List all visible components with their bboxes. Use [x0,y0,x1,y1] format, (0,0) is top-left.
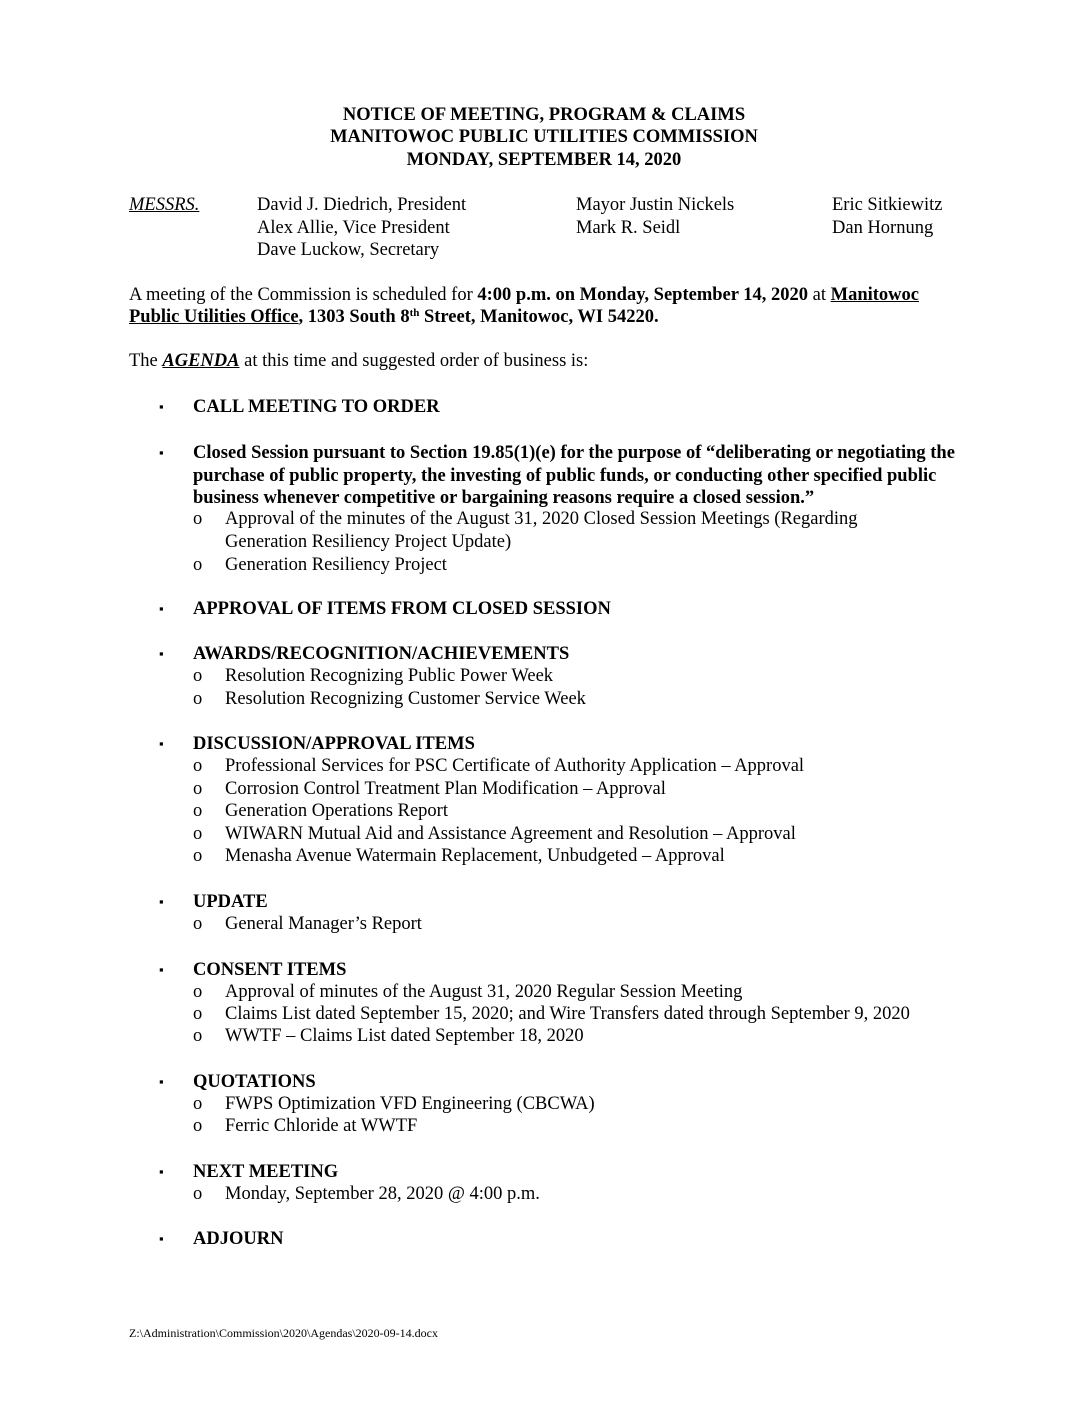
agenda-section-heading: Closed Session pursuant to Section 19.85(1)(e) for the purpose of “deliberating or negotiating the purchase of public property, the investing of public funds, or conducting other specified public business whenever competitive or bargaining reasons require a closed session.” [193,443,955,508]
agenda-item: Ferric Chloride at WWTF [225,1116,418,1136]
bullet-icon: ▪ [159,962,164,977]
agenda-item: Professional Services for PSC Certificate of Authority Application – Approval [225,756,805,776]
sub-bullet-icon: o [193,555,203,575]
agenda-word: AGENDA [162,351,240,371]
agenda-intro: The AGENDA at this time and suggested order of business is: [129,351,589,371]
agenda-item: Resolution Recognizing Public Power Week [225,666,554,686]
agenda-section-heading: QUOTATIONS [193,1072,316,1092]
meeting-time: 4:00 p.m. on Monday, September 14, 2020 [477,285,808,305]
agenda-item: WWTF – Claims List dated September 18, 2020 [225,1026,584,1046]
notice-title: NOTICE OF MEETING, PROGRAM & CLAIMS [342,105,746,125]
agenda-section-heading: CONSENT ITEMS [193,960,347,980]
sub-bullet-icon: o [193,982,203,1002]
member-name: Dan Hornung [832,218,934,238]
bullet-icon: ▪ [159,1231,164,1246]
bullet-icon: ▪ [159,1074,164,1089]
sub-bullet-icon: o [193,756,203,776]
sub-bullet-icon: o [193,689,203,709]
agenda-item: Menasha Avenue Watermain Replacement, Unbudgeted – Approval [225,846,725,866]
commission-title: MANITOWOC PUBLIC UTILITIES COMMISSION [330,127,758,147]
sub-bullet-icon: o [193,1026,203,1046]
agenda-item: Approval of the minutes of the August 31, 2020 Closed Session Meetings (Regarding Generation Resiliency Project Update) [225,509,858,552]
bullet-icon: ▪ [159,736,164,751]
sub-bullet-icon: o [193,824,203,844]
meeting-date-title: MONDAY, SEPTEMBER 14, 2020 [406,150,682,170]
agenda-item: Monday, September 28, 2020 @ 4:00 p.m. [225,1184,540,1204]
agenda-section-heading: NEXT MEETING [193,1162,339,1182]
sub-bullet-icon: o [193,846,203,866]
agenda-section-heading: ADJOURN [193,1229,284,1249]
sub-bullet-icon: o [193,1116,203,1136]
agenda-item: Approval of minutes of the August 31, 2020 Regular Session Meeting [225,982,743,1002]
member-name: Eric Sitkiewitz [832,195,943,215]
sub-bullet-icon: o [193,801,203,821]
agenda-item: WIWARN Mutual Aid and Assistance Agreement and Resolution – Approval [225,824,796,844]
bullet-icon: ▪ [159,894,164,909]
sub-bullet-icon: o [193,666,203,686]
sub-bullet-icon: o [193,509,203,529]
agenda-section-heading: DISCUSSION/APPROVAL ITEMS [193,734,475,754]
agenda-item: Resolution Recognizing Customer Service Week [225,689,586,709]
sub-bullet-icon: o [193,1094,203,1114]
member-name: Mayor Justin Nickels [576,195,735,215]
agenda-section-heading: CALL MEETING TO ORDER [193,397,440,417]
member-name: David J. Diedrich, President [257,195,467,215]
agenda-item: Claims List dated September 15, 2020; and Wire Transfers dated through September 9, 2020 [225,1004,910,1024]
file-path-footer: Z:\Administration\Commission\2020\Agendas\2020-09-14.docx [129,1326,438,1340]
sub-bullet-icon: o [193,914,203,934]
bullet-icon: ▪ [159,445,164,460]
sub-bullet-icon: o [193,1184,203,1204]
agenda-section-heading: APPROVAL OF ITEMS FROM CLOSED SESSION [193,599,611,619]
agenda-item: General Manager’s Report [225,914,422,934]
meeting-paragraph: A meeting of the Commission is scheduled for 4:00 p.m. on Monday, September 14, 2020 at Manitowoc Public Utilities Office, 1303 South 8th Street, Manitowoc, WI 54220. [129,285,919,327]
member-name: Alex Allie, Vice President [257,218,450,238]
member-name: Mark R. Seidl [576,218,681,238]
bullet-icon: ▪ [159,399,164,414]
sub-bullet-icon: o [193,1004,203,1024]
agenda-item: Generation Resiliency Project [225,555,447,575]
agenda-item: Corrosion Control Treatment Plan Modification – Approval [225,779,666,799]
messrs-label: MESSRS. [129,195,200,215]
sub-bullet-icon: o [193,779,203,799]
agenda-section-heading: AWARDS/RECOGNITION/ACHIEVEMENTS [193,644,570,664]
agenda-section-heading: UPDATE [193,892,268,912]
bullet-icon: ▪ [159,1164,164,1179]
bullet-icon: ▪ [159,601,164,616]
meeting-place: Manitowoc Public Utilities Office [129,285,919,327]
agenda-item: FWPS Optimization VFD Engineering (CBCWA) [225,1094,595,1114]
member-name: Dave Luckow, Secretary [257,240,440,260]
bullet-icon: ▪ [159,646,164,661]
agenda-item: Generation Operations Report [225,801,448,821]
